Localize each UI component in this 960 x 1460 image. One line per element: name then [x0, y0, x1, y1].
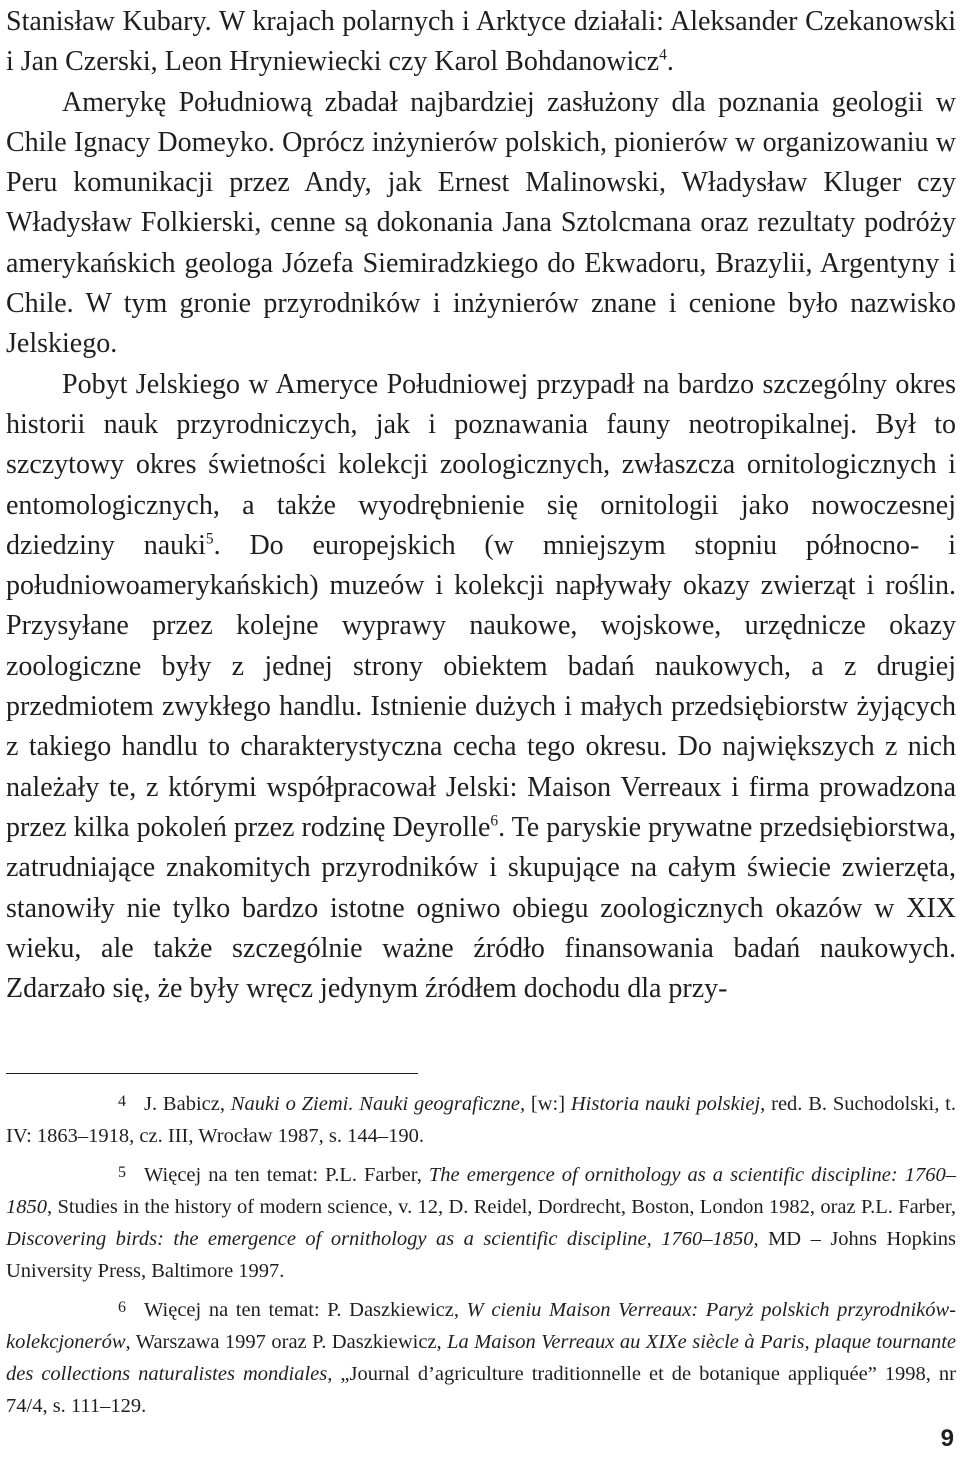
- paragraph-1-text: Stanisław Kubary. W krajach polarnych i Arktyce działali: Aleksander Czekanowski i Jan Czerski, Leon Hryniewiecki czy Karol Bohdanowicz: [6, 6, 956, 78]
- paragraph-3: [6, 365, 956, 1010]
- footnote-4: [6, 1086, 956, 1152]
- footnote-number: 6: [118, 1299, 126, 1316]
- footnote-title: The emergence of ornithology as a scientific discipline: 1760–1850: [6, 1164, 957, 1218]
- footnotes: [6, 1086, 956, 1427]
- footnote-text: [w:]: [525, 1093, 571, 1115]
- footnote-number: 4: [118, 1093, 126, 1110]
- footnote-title: Historia nauki polskiej: [570, 1093, 761, 1115]
- footnote-ref-4[interactable]: 4: [659, 46, 667, 64]
- page-number: 9: [940, 1425, 954, 1452]
- footnote-text: , MD – Johns Hopkins University Press, Baltimore 1997.: [6, 1228, 956, 1282]
- main-text: [6, 2, 956, 1009]
- footnote-text: Więcej na ten temat: P.L. Farber,: [144, 1164, 429, 1186]
- paragraph-3-text-c: . Te paryskie prywatne przedsiębiorstwa, zatrudniające znakomitych przyrodników i skupujące na całym świecie zwierzęta, stanowiły nie tylko bardzo istotne ogniwo obiegu zoologicznych okazów w XIX wieku, ale także szczególnie ważne źródło finansowania badań naukowych. Zdarzało się, że były wręcz jedynym źródłem dochodu dla przy-: [6, 811, 956, 1005]
- footnote-text: Więcej na ten temat: P. Daszkiewicz,: [144, 1299, 467, 1321]
- footnote-text: , red. B. Suchodolski, t. IV: 1863–1918, cz. III, Wrocław 1987, s. 144–190.: [6, 1093, 956, 1147]
- footnote-title: Discovering birds: the emergence of ornithology as a scientific discipline, 1760–1850: [6, 1228, 754, 1250]
- footnote-ref-6[interactable]: 6: [490, 812, 499, 830]
- paragraph-2: Amerykę Południową zbadał najbardziej zasłużony dla poznania geologii w Chile Ignacy Domeyko. Oprócz inżynierów polskich, pionierów w organizowaniu w Peru komunikacji przez Andy, jak Ernest Malinowski, Władysław Kluger czy Władysław Folkierski, cenne są dokonania Jana Sztolcmana oraz rezultaty podróży amerykańskich geologa Józefa Siemiradzkiego do Ekwadoru, Brazylii, Argentyny i Chile. W tym gronie przyrodników i inżynierów znane i cenione było nazwisko Jelskiego.: [6, 86, 956, 360]
- paragraph-3-text-a: Pobyt Jelskiego w Ameryce Południowej przypadł na bardzo szczególny okres historii nauk przyrodniczych, jak i poznawania fauny neotropikalnej. Był to szczytowy okres świetności kolekcji zoologicznych, zwłaszcza ornitologicznych i entomologicznych, a także wyodrębnienie się ornitologii jako nowoczesnej dziedziny nauki: [6, 368, 956, 561]
- footnote-title: La Maison Verreaux au XIXe siècle à Paris, plaque tournante des collections naturalistes mondiales,: [6, 1331, 957, 1385]
- paragraph-1: [6, 2, 956, 83]
- footnote-6: [6, 1292, 956, 1422]
- footnote-number: 5: [118, 1164, 126, 1181]
- footnote-separator: [6, 1073, 418, 1074]
- footnote-text: , Studies in the history of modern science, v. 12, D. Reidel, Dordrecht, Boston, London 1982, oraz P.L. Farber,: [47, 1196, 956, 1218]
- footnote-5: [6, 1157, 956, 1287]
- footnote-ref-5[interactable]: 5: [205, 530, 214, 548]
- footnote-title: W cieniu Maison Verreaux: Paryż polskich przyrodników-kolekcjonerów: [6, 1299, 956, 1353]
- footnote-text: J. Babicz,: [144, 1093, 231, 1115]
- footnote-text: „Journal d’agriculture traditionnelle et de botanique appliquée” 1998, nr 74/4, s. 111–129.: [6, 1363, 956, 1417]
- paragraph-3-text-b: . Do europejskich (w mniejszym stopniu północno- i południowoamerykańskich) muzeów i kolekcji napływały okazy zwierząt i roślin. Przysyłane przez kolejne wyprawy naukowe, wojskowe, urzędnicze okazy zoologiczne były z jednej strony obiektem badań naukowych, a z drugiej przedmiotem zwykłego handlu. Istnienie dużych i małych przedsiębiorstw żyjących z takiego handlu to charakterystyczna cecha tego okresu. Do największych z nich należały te, z którymi współpracował Jelski: Maison Verreaux i firma prowadzona przez kilka pokoleń przez rodzinę Deyrolle: [6, 529, 956, 843]
- footnote-text: , Warszawa 1997 oraz P. Daszkiewicz,: [125, 1331, 448, 1353]
- paragraph-1-end: .: [666, 46, 674, 78]
- footnote-title: Nauki o Ziemi. Nauki geograficzne,: [230, 1093, 526, 1115]
